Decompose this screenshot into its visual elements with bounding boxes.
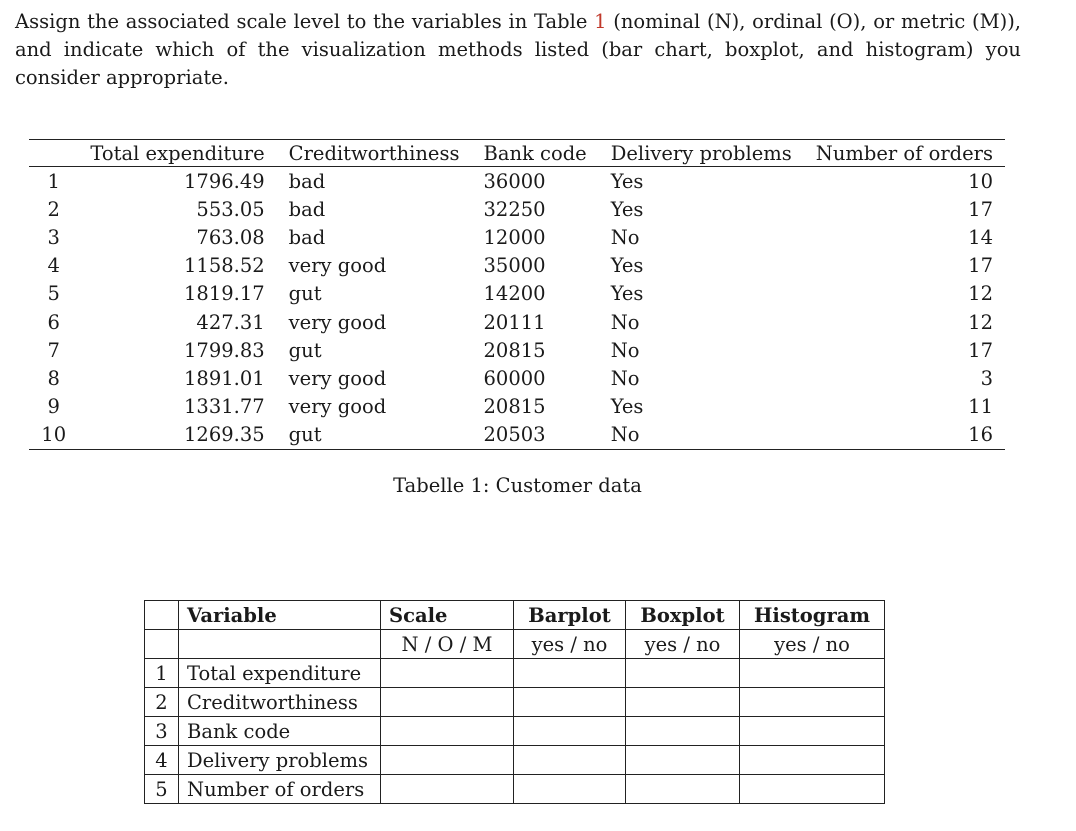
bank-code-cell: 32250 <box>483 197 546 221</box>
delivery-problems-cell: Yes <box>610 169 644 193</box>
variable-name: Number of orders <box>179 775 381 804</box>
assign-header-boxplot: Boxplot <box>626 601 740 630</box>
variable-assignment-table <box>144 600 885 804</box>
row-index: 7 <box>47 338 60 362</box>
customer-table-row <box>29 393 1005 421</box>
scale-answer-cell[interactable] <box>381 659 514 688</box>
total-expenditure-cell: 1269.35 <box>78 421 276 450</box>
bank-code-cell: 60000 <box>483 366 546 390</box>
assign-header-index <box>145 601 179 630</box>
variable-number: 5 <box>145 775 179 804</box>
histogram-answer-cell[interactable] <box>740 688 885 717</box>
bank-code-cell: 35000 <box>483 254 546 278</box>
number-of-orders-cell: 17 <box>968 254 993 278</box>
assign-header-scale: Scale <box>381 601 514 630</box>
boxplot-answer-cell[interactable] <box>626 688 740 717</box>
delivery-problems-cell: No <box>610 366 640 390</box>
creditworthiness-cell: very good <box>288 395 387 419</box>
customer-table-row <box>29 308 1005 336</box>
assign-subheader-scale-options: N / O / M <box>381 630 514 659</box>
bank-code-cell: 20815 <box>483 338 546 362</box>
creditworthiness-cell: bad <box>288 225 326 249</box>
assign-table-row <box>145 775 885 804</box>
boxplot-answer-cell[interactable] <box>626 717 740 746</box>
total-expenditure-cell: 1819.17 <box>184 282 265 306</box>
customer-data-table <box>29 139 1005 450</box>
customer-table-row <box>29 223 1005 251</box>
customer-table-header-row <box>29 140 1005 167</box>
col-header-number-of-orders: Number of orders <box>804 140 1005 167</box>
customer-table-row <box>29 167 1005 196</box>
boxplot-answer-cell[interactable] <box>626 746 740 775</box>
delivery-problems-cell: Yes <box>610 395 644 419</box>
assign-header-row <box>145 601 885 630</box>
assign-header-variable: Variable <box>179 601 381 630</box>
bank-code-cell: 12000 <box>483 225 546 249</box>
assign-table-row <box>145 688 885 717</box>
col-header-delivery-problems: Delivery problems <box>599 140 804 167</box>
delivery-problems-cell: Yes <box>610 254 644 278</box>
scale-answer-cell[interactable] <box>381 717 514 746</box>
intro-text-before: Assign the associated scale level to the variables in Table <box>15 10 595 33</box>
histogram-answer-cell[interactable] <box>740 775 885 804</box>
delivery-problems-cell: No <box>599 421 804 450</box>
total-expenditure-cell: 1891.01 <box>184 366 265 390</box>
total-expenditure-cell: 427.31 <box>196 310 265 334</box>
customer-table-row <box>29 364 1005 392</box>
col-header-index <box>29 140 78 167</box>
assign-subheader-histogram-options: yes / no <box>740 630 885 659</box>
col-header-total-expenditure: Total expenditure <box>78 140 276 167</box>
assign-table-row <box>145 746 885 775</box>
customer-table-row <box>29 195 1005 223</box>
variable-name: Delivery problems <box>179 746 381 775</box>
customer-table-row <box>29 280 1005 308</box>
assign-subheader-variable <box>179 630 381 659</box>
delivery-problems-cell: Yes <box>610 197 644 221</box>
barplot-answer-cell[interactable] <box>514 688 626 717</box>
row-index: 10 <box>29 421 78 450</box>
total-expenditure-cell: 553.05 <box>196 197 265 221</box>
row-index: 6 <box>47 310 60 334</box>
delivery-problems-cell: No <box>610 225 640 249</box>
customer-table-row <box>29 421 1005 450</box>
variable-name: Creditworthiness <box>179 688 381 717</box>
creditworthiness-cell: bad <box>288 169 326 193</box>
assign-subheader-barplot-options: yes / no <box>514 630 626 659</box>
total-expenditure-cell: 1799.83 <box>184 338 265 362</box>
creditworthiness-cell: very good <box>288 254 387 278</box>
table-caption: Tabelle 1: Customer data <box>393 474 642 497</box>
variable-number: 4 <box>145 746 179 775</box>
total-expenditure-cell: 1331.77 <box>184 395 265 419</box>
scale-answer-cell[interactable] <box>381 688 514 717</box>
row-index: 9 <box>47 395 60 419</box>
variable-number: 3 <box>145 717 179 746</box>
number-of-orders-cell: 11 <box>968 395 993 419</box>
assign-subheader-row <box>145 630 885 659</box>
bank-code-cell: 36000 <box>483 169 546 193</box>
variable-name: Total expenditure <box>179 659 381 688</box>
creditworthiness-cell: gut <box>277 421 472 450</box>
row-index: 1 <box>47 169 60 193</box>
number-of-orders-cell: 12 <box>968 310 993 334</box>
variable-number: 2 <box>145 688 179 717</box>
creditworthiness-cell: very good <box>288 366 387 390</box>
number-of-orders-cell: 12 <box>968 282 993 306</box>
table-reference-link[interactable]: 1 <box>594 10 607 33</box>
barplot-answer-cell[interactable] <box>514 717 626 746</box>
assign-subheader-index <box>145 630 179 659</box>
bank-code-cell: 20111 <box>483 310 546 334</box>
number-of-orders-cell: 14 <box>968 225 993 249</box>
row-index: 4 <box>47 254 60 278</box>
barplot-answer-cell[interactable] <box>514 775 626 804</box>
row-index: 3 <box>47 225 60 249</box>
boxplot-answer-cell[interactable] <box>626 775 740 804</box>
number-of-orders-cell: 16 <box>804 421 1005 450</box>
bank-code-cell: 20815 <box>483 395 546 419</box>
task-instructions <box>15 8 1021 92</box>
assign-subheader-boxplot-options: yes / no <box>626 630 740 659</box>
customer-table-row <box>29 336 1005 364</box>
number-of-orders-cell: 17 <box>968 197 993 221</box>
number-of-orders-cell: 17 <box>968 338 993 362</box>
total-expenditure-cell: 1158.52 <box>184 254 265 278</box>
row-index: 5 <box>47 282 60 306</box>
barplot-answer-cell[interactable] <box>514 659 626 688</box>
delivery-problems-cell: No <box>610 310 640 334</box>
delivery-problems-cell: No <box>610 338 640 362</box>
histogram-answer-cell[interactable] <box>740 659 885 688</box>
creditworthiness-cell: bad <box>288 197 326 221</box>
assign-table-row <box>145 717 885 746</box>
assign-table-row <box>145 659 885 688</box>
creditworthiness-cell: very good <box>288 310 387 334</box>
assign-header-histogram: Histogram <box>740 601 885 630</box>
scale-answer-cell[interactable] <box>381 775 514 804</box>
row-index: 2 <box>47 197 60 221</box>
number-of-orders-cell: 3 <box>980 366 993 390</box>
number-of-orders-cell: 10 <box>968 169 993 193</box>
col-header-creditworthiness: Creditworthiness <box>277 140 472 167</box>
creditworthiness-cell: gut <box>288 338 322 362</box>
variable-name: Bank code <box>179 717 381 746</box>
boxplot-answer-cell[interactable] <box>626 659 740 688</box>
bank-code-cell: 20503 <box>472 421 599 450</box>
scale-answer-cell[interactable] <box>381 746 514 775</box>
assign-header-barplot: Barplot <box>514 601 626 630</box>
total-expenditure-cell: 763.08 <box>196 225 265 249</box>
bank-code-cell: 14200 <box>483 282 546 306</box>
customer-table-row <box>29 252 1005 280</box>
barplot-answer-cell[interactable] <box>514 746 626 775</box>
creditworthiness-cell: gut <box>288 282 322 306</box>
intro-text-after: (nominal (N), ordinal (O), or metric (M)), and indicate which of the visualization methods listed (bar chart, boxplot, and histogram) you consider appropriate. <box>15 10 1021 89</box>
row-index: 8 <box>47 366 60 390</box>
histogram-answer-cell[interactable] <box>740 746 885 775</box>
delivery-problems-cell: Yes <box>610 282 644 306</box>
col-header-bank-code: Bank code <box>472 140 599 167</box>
variable-number: 1 <box>145 659 179 688</box>
total-expenditure-cell: 1796.49 <box>184 169 265 193</box>
histogram-answer-cell[interactable] <box>740 717 885 746</box>
